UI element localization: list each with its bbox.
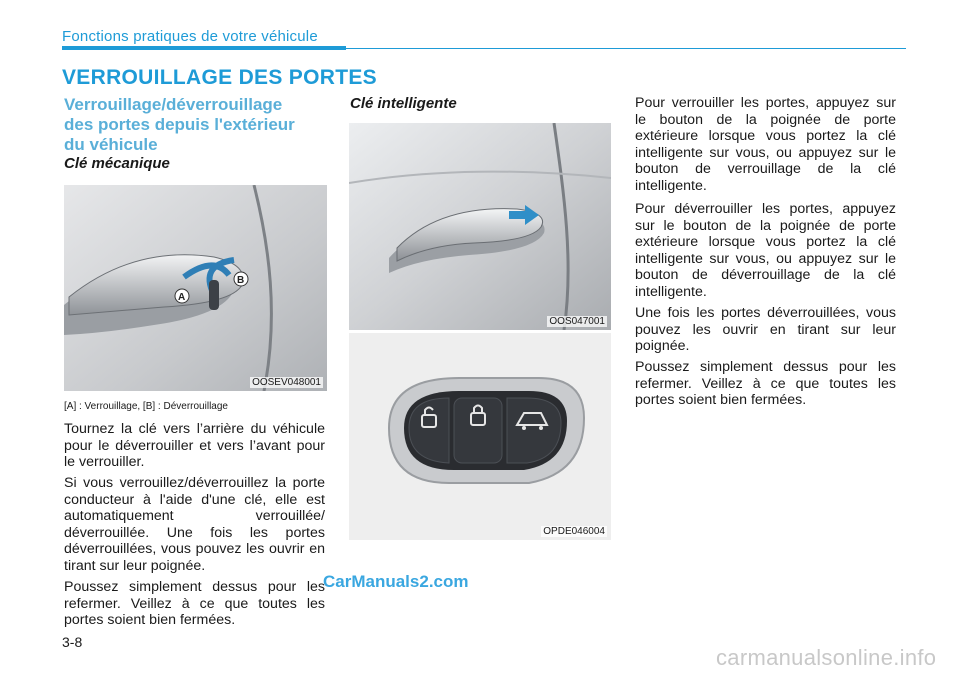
paragraph: Poussez simplement dessus pour les refermer. Veillez à ce que toutes les portes soient bien fermées. [64, 579, 325, 629]
smart-key-heading: Clé intelligente [350, 95, 457, 112]
door-handle-key-figure [64, 185, 327, 391]
door-handle-key-illustration [64, 185, 327, 391]
smart-door-handle-figure [349, 123, 611, 330]
label-b: B [237, 275, 245, 286]
section-subtitle [64, 95, 324, 155]
smart-key-figure [349, 333, 611, 540]
paragraph: Poussez simplement dessus pour les refermer. Veillez à ce que toutes les portes soient bien fermées. [635, 359, 896, 409]
header-rule-thick [62, 46, 346, 50]
figure-code: OOSEV048001 [252, 377, 321, 388]
page-number: 3-8 [62, 634, 83, 650]
figure-code: OPDE046004 [543, 526, 605, 537]
watermark-footer: carmanualsonline.info [716, 645, 937, 670]
smart-door-handle-illustration [349, 123, 611, 330]
mechanical-key-heading: Clé mécanique [64, 155, 170, 172]
paragraph: Pour verrouiller les portes, appuyez sur le bouton de la poignée de porte extérieure lorsque vous portez la clé intelligente sur vous, ou appuyez sur le bouton de verrouillage de la clé intelligente. [635, 95, 896, 194]
label-a: A [178, 292, 186, 303]
paragraph: Tournez la clé vers l’arrière du véhicule pour le déverrouiller et vers l’avant pour le verrouiller. [64, 421, 325, 471]
paragraph: Pour déverrouiller les portes, appuyez sur le bouton de la poignée de porte extérieure lorsque vous portez la clé intelligente sur vous, ou appuyez sur le bouton de déverrouillage de la clé intelligente. [635, 201, 896, 300]
subtitle-line: des portes depuis l'extérieur [64, 115, 295, 134]
header-rule-thin [346, 48, 906, 49]
figure-code: OOS047001 [549, 316, 605, 327]
subtitle-line: du véhicule [64, 135, 158, 154]
section-header: Fonctions pratiques de votre véhicule [62, 28, 318, 45]
watermark-logo: CarManuals2.com [323, 572, 469, 591]
paragraph: Une fois les portes déverrouillées, vous pouvez les ouvrir en tirant sur leur poignée. [635, 305, 896, 355]
subtitle-line: Verrouillage/déverrouillage [64, 95, 283, 114]
paragraph: Si vous verrouillez/déverrouillez la porte conducteur à l'aide d'une clé, elle est automatiquement verrouillée/ déverrouillée. Une fois les portes déverrouillées, vous pouvez les ouvrir en tirant sur leur poignée. [64, 475, 325, 574]
page-title: VERROUILLAGE DES PORTES [62, 66, 377, 89]
smart-key-illustration [349, 333, 611, 540]
figure-caption: [A] : Verrouillage, [B] : Déverrouillage [64, 401, 228, 412]
